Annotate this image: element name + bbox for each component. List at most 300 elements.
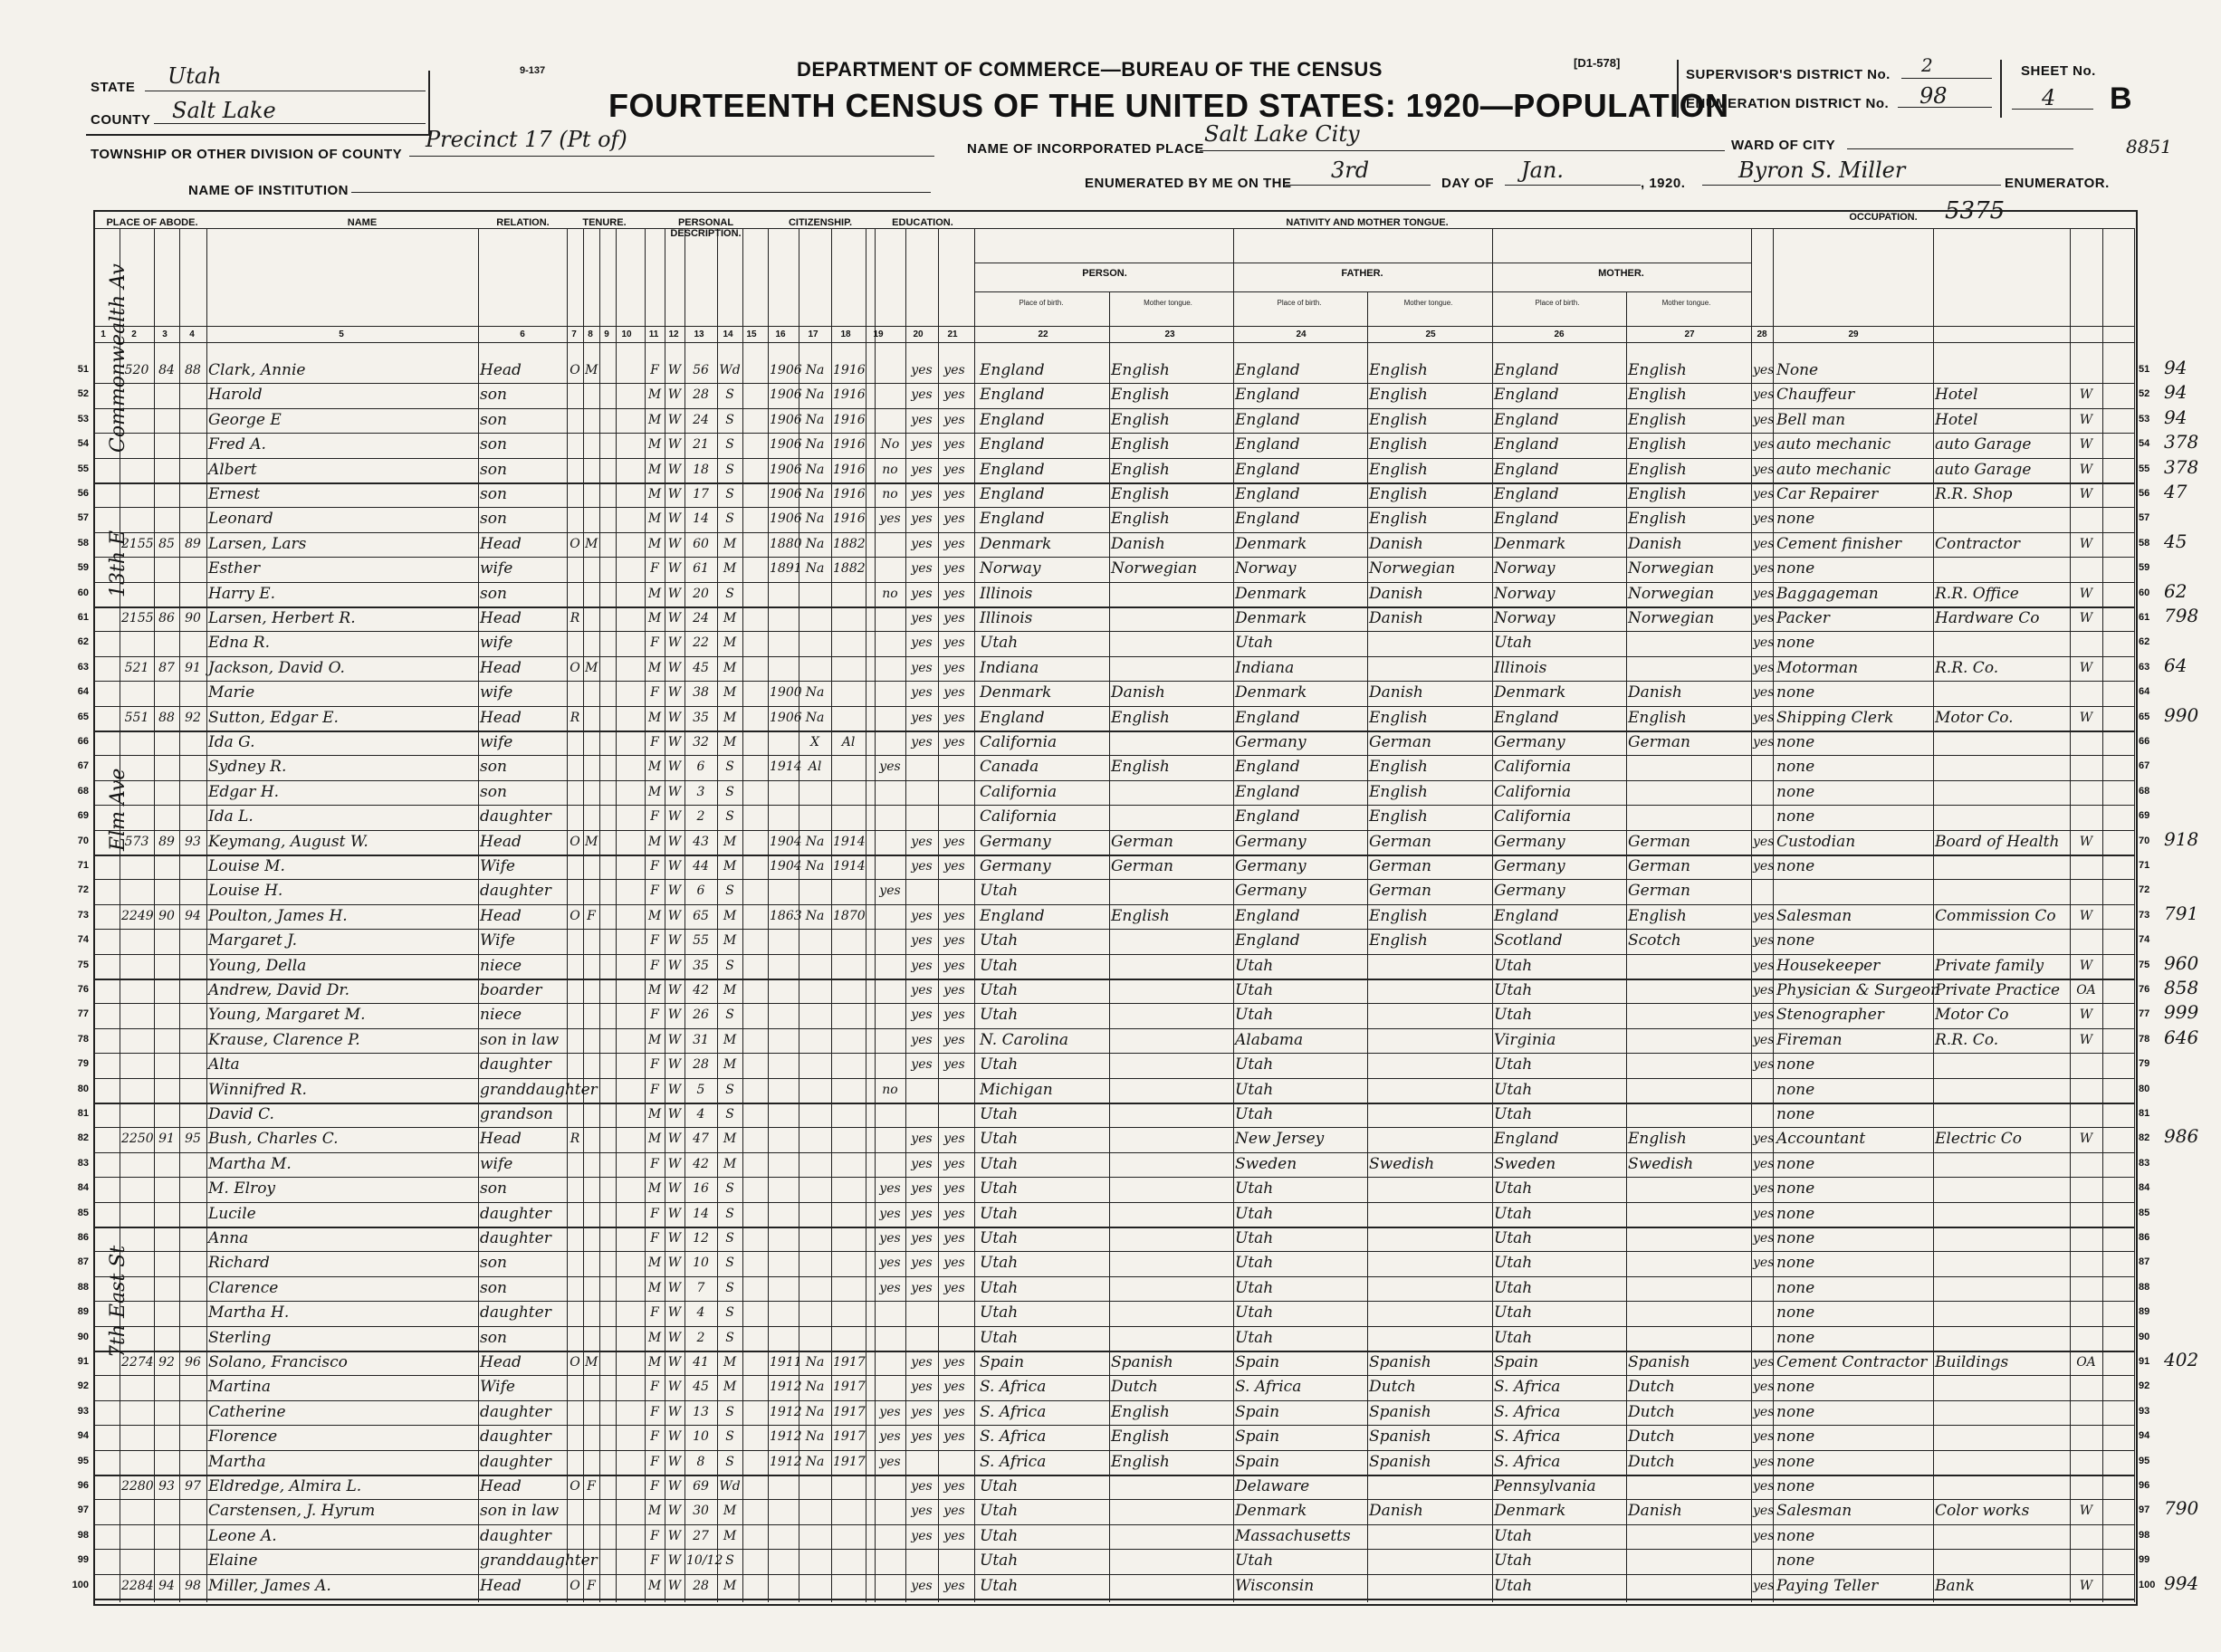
cell-yn: 1917 bbox=[833, 1429, 866, 1445]
cell-sex: M bbox=[647, 660, 662, 675]
cell-mmt: English bbox=[1628, 708, 1687, 727]
row-number: 69 bbox=[77, 810, 89, 822]
column-number: 23 bbox=[1164, 329, 1175, 339]
cell-pb: Denmark bbox=[980, 683, 1052, 702]
cell-sex: F bbox=[650, 1553, 659, 1569]
cell-sex: M bbox=[647, 1107, 662, 1122]
cell-rel: son bbox=[480, 386, 507, 405]
cell-ms: S bbox=[725, 809, 734, 825]
grid-vline bbox=[154, 228, 155, 1602]
cell-mpb: Denmark bbox=[1494, 534, 1566, 553]
cell-fpb: Utah bbox=[1235, 1055, 1274, 1074]
cell-yn: 1870 bbox=[833, 908, 866, 923]
cell-wr: yes bbox=[943, 635, 965, 651]
cell-imm: 1900 bbox=[770, 685, 802, 701]
row-number: 93 bbox=[77, 1405, 89, 1417]
row-line bbox=[93, 656, 2134, 657]
cell-rd: yes bbox=[911, 412, 933, 427]
cell-rel: Head bbox=[480, 1477, 522, 1495]
cell-yn: 1916 bbox=[833, 511, 866, 527]
cell-rd: yes bbox=[911, 958, 933, 973]
row-line bbox=[93, 532, 2134, 533]
cell-rd: yes bbox=[911, 1256, 933, 1271]
row-number: 88 bbox=[77, 1281, 89, 1293]
cell-rd: yes bbox=[911, 933, 933, 949]
cell-occ: none bbox=[1776, 683, 1815, 702]
cell-mpb: Utah bbox=[1494, 1179, 1533, 1198]
cell-dn: 90 bbox=[158, 908, 175, 923]
cell-pb: Utah bbox=[980, 1552, 1019, 1571]
cell-occ: Baggageman bbox=[1776, 584, 1879, 603]
row-number: 87 bbox=[77, 1256, 89, 1268]
state-county-box bbox=[86, 71, 430, 136]
cell-fmt: English bbox=[1369, 931, 1428, 950]
cell-occ: none bbox=[1776, 1526, 1815, 1545]
cell-name: Eldredge, Almira L. bbox=[208, 1477, 362, 1495]
cell-age: 12 bbox=[693, 1231, 709, 1246]
cell-mort: M bbox=[585, 536, 598, 551]
cell-rel: son bbox=[480, 758, 507, 777]
pob-father-sub: Place of birth. bbox=[1277, 299, 1322, 307]
place-of-abode-heading: PLACE OF ABODE. bbox=[106, 217, 198, 228]
cell-race: W bbox=[667, 685, 682, 701]
cell-rel: Head bbox=[480, 1576, 522, 1595]
grid-vline bbox=[905, 228, 906, 1602]
column-number: 5 bbox=[339, 329, 344, 339]
cell-occ: Car Repairer bbox=[1776, 485, 1879, 503]
cell-eng: yes bbox=[1753, 1156, 1775, 1171]
cell-mt: English bbox=[1111, 758, 1170, 777]
cell-eng: yes bbox=[1753, 660, 1775, 675]
cell-imm: 1911 bbox=[770, 1355, 802, 1370]
cell-ms: M bbox=[723, 1057, 737, 1073]
cell-sex: M bbox=[647, 437, 662, 453]
cell-sex: M bbox=[647, 1132, 662, 1147]
cell-eng: yes bbox=[1753, 1032, 1775, 1047]
occupation-code: 5375 bbox=[1945, 197, 2006, 224]
cell-imm: 1906 bbox=[770, 710, 802, 725]
cell-rd: yes bbox=[911, 462, 933, 477]
cell-nat: Na bbox=[805, 1355, 825, 1370]
row-number: 96 bbox=[77, 1480, 89, 1491]
cell-age: 5 bbox=[696, 1082, 705, 1097]
row-line bbox=[93, 1425, 2134, 1426]
cell-dw: 521 bbox=[124, 660, 149, 675]
cell-rel: son bbox=[480, 1254, 507, 1273]
cell-cls: W bbox=[2079, 1504, 2093, 1519]
place-label: NAME OF INCORPORATED PLACE bbox=[967, 141, 1204, 157]
cell-ms: M bbox=[723, 561, 737, 577]
cell-sex: F bbox=[650, 735, 659, 750]
cell-eng: yes bbox=[1753, 462, 1775, 477]
cell-pb: Utah bbox=[980, 1526, 1019, 1545]
cell-pb: S. Africa bbox=[980, 1428, 1047, 1447]
township-label: TOWNSHIP OR OTHER DIVISION OF COUNTY bbox=[91, 147, 403, 162]
cell-mt: Danish bbox=[1111, 534, 1165, 553]
margin-code: 45 bbox=[2164, 530, 2187, 552]
cell-pb: California bbox=[980, 733, 1058, 751]
cell-fpb: Utah bbox=[1235, 1278, 1274, 1297]
street-label: 7th East St bbox=[107, 1245, 129, 1358]
cell-eng: yes bbox=[1753, 1256, 1775, 1271]
row-number-right: 58 bbox=[2139, 537, 2150, 549]
cell-rel: wife bbox=[480, 1154, 513, 1173]
row-number-right: 87 bbox=[2139, 1256, 2150, 1268]
doc-code: [D1-578] bbox=[1574, 56, 1621, 70]
cell-occ: none bbox=[1776, 1378, 1815, 1397]
cell-name: M. Elroy bbox=[208, 1179, 276, 1198]
cell-name: Clarence bbox=[208, 1278, 279, 1297]
cell-occ: Stenographer bbox=[1776, 1006, 1884, 1025]
cell-ms: S bbox=[725, 1553, 734, 1569]
cell-rel: niece bbox=[480, 1006, 522, 1025]
cell-mpb: Utah bbox=[1494, 956, 1533, 975]
cell-eng: yes bbox=[1753, 1206, 1775, 1221]
cell-occ: none bbox=[1776, 733, 1815, 751]
margin-code: 94 bbox=[2164, 406, 2187, 428]
cell-mpb: Utah bbox=[1494, 1229, 1533, 1247]
cell-mpb: Utah bbox=[1494, 1055, 1533, 1074]
cell-imm: 1912 bbox=[770, 1429, 802, 1445]
cell-mmt: Norwegian bbox=[1628, 559, 1715, 578]
cell-fpb: Germany bbox=[1235, 882, 1307, 901]
row-number-right: 64 bbox=[2139, 686, 2150, 698]
row-line bbox=[93, 1251, 2134, 1252]
cell-sex: F bbox=[650, 958, 659, 973]
mt-mother-sub: Mother tongue. bbox=[1661, 299, 1711, 307]
cell-name: Ernest bbox=[208, 485, 261, 503]
cell-race: W bbox=[667, 1231, 682, 1246]
cell-dn: 91 bbox=[158, 1132, 175, 1147]
cell-rel: daughter bbox=[480, 1526, 551, 1545]
cell-age: 7 bbox=[696, 1280, 705, 1295]
cell-name: Carstensen, J. Hyrum bbox=[208, 1502, 376, 1521]
cell-race: W bbox=[667, 933, 682, 949]
cell-mmt: German bbox=[1628, 857, 1690, 875]
cell-ms: S bbox=[725, 1082, 734, 1097]
cell-ms: S bbox=[725, 883, 734, 899]
row-number: 54 bbox=[77, 438, 89, 450]
cell-name: Martina bbox=[208, 1378, 272, 1397]
cell-name: Clark, Annie bbox=[208, 361, 306, 379]
row-number-right: 89 bbox=[2139, 1306, 2150, 1318]
cell-sex: F bbox=[650, 883, 659, 899]
sheet-value: 4 bbox=[2042, 85, 2056, 110]
cell-fpb: S. Africa bbox=[1235, 1378, 1302, 1397]
cell-wr: yes bbox=[943, 1256, 965, 1271]
cell-race: W bbox=[667, 536, 682, 551]
cell-rd: yes bbox=[911, 1032, 933, 1047]
cell-fn: 90 bbox=[185, 611, 201, 625]
cell-yn: 1882 bbox=[833, 561, 866, 577]
cell-eng: yes bbox=[1753, 1132, 1775, 1147]
cell-age: 10 bbox=[693, 1429, 709, 1445]
cell-rel: son bbox=[480, 584, 507, 603]
row-number: 63 bbox=[77, 661, 89, 673]
cell-wr: yes bbox=[943, 1280, 965, 1295]
cell-nat: Na bbox=[805, 412, 825, 427]
cell-fpb: Utah bbox=[1235, 1179, 1274, 1198]
cell-occ: none bbox=[1776, 1105, 1815, 1123]
grid-vline bbox=[684, 228, 685, 1602]
cell-occ: none bbox=[1776, 758, 1815, 777]
cell-fmt: English bbox=[1369, 510, 1428, 529]
cell-wr: yes bbox=[943, 1007, 965, 1023]
cell-age: 3 bbox=[696, 784, 705, 799]
cell-rel: daughter bbox=[480, 1229, 551, 1247]
cell-eng: yes bbox=[1753, 1355, 1775, 1370]
supervisor-line bbox=[1901, 78, 1992, 79]
cell-fpb: Spain bbox=[1235, 1452, 1280, 1471]
cell-sch: yes bbox=[879, 1231, 901, 1246]
cell-rd: yes bbox=[911, 1181, 933, 1197]
cell-wr: yes bbox=[943, 1355, 965, 1370]
row-line bbox=[93, 458, 2134, 459]
cell-sch: no bbox=[882, 586, 898, 601]
row-line bbox=[93, 1450, 2134, 1451]
cell-name: Martha M. bbox=[208, 1154, 292, 1173]
cell-name: Sterling bbox=[208, 1328, 272, 1347]
margin-code: 990 bbox=[2164, 703, 2199, 726]
cell-rd: yes bbox=[911, 561, 933, 577]
cell-sch: yes bbox=[879, 511, 901, 527]
cell-age: 4 bbox=[696, 1305, 705, 1321]
cell-fmt: English bbox=[1369, 807, 1428, 826]
cell-wr: yes bbox=[943, 735, 965, 750]
cell-fpb: Denmark bbox=[1235, 534, 1307, 553]
cell-age: 35 bbox=[693, 710, 709, 725]
county-value: Salt Lake bbox=[172, 98, 276, 123]
cell-race: W bbox=[667, 958, 682, 973]
row-line bbox=[93, 1301, 2134, 1302]
grid-vline bbox=[768, 228, 769, 1602]
cell-fmt: Danish bbox=[1369, 1502, 1423, 1521]
cell-mpb: Utah bbox=[1494, 1204, 1533, 1223]
cell-dn: 94 bbox=[158, 1578, 175, 1593]
cell-name: Edgar H. bbox=[208, 782, 280, 801]
cell-fpb: England bbox=[1235, 931, 1300, 950]
row-line bbox=[93, 830, 2134, 831]
enum-day-line bbox=[1286, 185, 1431, 186]
cell-eng: yes bbox=[1753, 1429, 1775, 1445]
cell-eng: yes bbox=[1753, 735, 1775, 750]
row-number: 58 bbox=[77, 537, 89, 549]
cell-eng: yes bbox=[1753, 1181, 1775, 1197]
cell-eng: yes bbox=[1753, 635, 1775, 651]
cell-fn: 95 bbox=[185, 1132, 201, 1147]
cell-ind: R.R. Office bbox=[1935, 584, 2019, 603]
cell-yn: 1914 bbox=[833, 859, 866, 874]
cell-sex: M bbox=[647, 1181, 662, 1197]
cell-fn: 91 bbox=[185, 660, 201, 675]
cell-fpb: England bbox=[1235, 485, 1300, 503]
cell-ms: S bbox=[725, 784, 734, 799]
cell-wr: yes bbox=[943, 1504, 965, 1519]
cell-age: 43 bbox=[693, 834, 709, 849]
mt-person-sub: Mother tongue. bbox=[1144, 299, 1192, 307]
cell-ms: S bbox=[725, 1280, 734, 1295]
cell-rel: niece bbox=[480, 956, 522, 975]
cell-cls: W bbox=[2079, 462, 2093, 477]
row-number: 89 bbox=[77, 1306, 89, 1318]
cell-mmt: Danish bbox=[1628, 683, 1682, 702]
row-number: 60 bbox=[77, 587, 89, 598]
cell-rd: yes bbox=[911, 536, 933, 551]
ward-label: WARD OF CITY bbox=[1731, 138, 1836, 153]
cell-pb: England bbox=[980, 410, 1045, 429]
cell-imm: 1912 bbox=[770, 1380, 802, 1395]
cell-mpb: Spain bbox=[1494, 1353, 1539, 1371]
institution-label: NAME OF INSTITUTION bbox=[188, 183, 349, 198]
cell-mpb: Germany bbox=[1494, 832, 1565, 851]
cell-fn: 88 bbox=[185, 363, 201, 377]
cell-dw: 573 bbox=[124, 834, 149, 849]
cell-mpb: England bbox=[1494, 708, 1559, 727]
cell-ms: S bbox=[725, 1231, 734, 1246]
cell-ms: S bbox=[725, 437, 734, 453]
cell-race: W bbox=[667, 1355, 682, 1370]
cell-fmt: English bbox=[1369, 435, 1428, 454]
row-line bbox=[93, 1599, 2134, 1600]
cell-wr: yes bbox=[943, 933, 965, 949]
cell-wr: yes bbox=[943, 660, 965, 675]
cell-imm: 1904 bbox=[770, 859, 802, 874]
row-line bbox=[93, 1400, 2134, 1401]
cell-dw: 2250 bbox=[121, 1132, 154, 1147]
cell-imm: 1914 bbox=[770, 759, 802, 775]
cell-age: 31 bbox=[693, 1032, 709, 1047]
cell-mpb: Norway bbox=[1494, 559, 1556, 578]
cell-mpb: California bbox=[1494, 807, 1572, 826]
cell-rel: Head bbox=[480, 708, 522, 727]
cell-age: 22 bbox=[693, 635, 709, 651]
margin-code: 62 bbox=[2164, 579, 2187, 602]
cell-fpb: Alabama bbox=[1235, 1030, 1304, 1049]
cell-ind: Electric Co bbox=[1935, 1130, 2022, 1149]
grid-vline bbox=[742, 228, 743, 1602]
margin-code: 791 bbox=[2164, 902, 2199, 924]
cell-occ: Accountant bbox=[1776, 1130, 1866, 1149]
cell-ms: M bbox=[723, 710, 737, 725]
margin-code: 378 bbox=[2164, 455, 2199, 478]
cell-occ: none bbox=[1776, 1154, 1815, 1173]
cell-name: Harold bbox=[208, 386, 263, 405]
cell-dw: 2155 bbox=[121, 611, 154, 625]
cell-cls: W bbox=[2079, 487, 2093, 501]
row-line bbox=[93, 1078, 2134, 1079]
cell-rd: yes bbox=[911, 1057, 933, 1073]
row-number-right: 84 bbox=[2139, 1182, 2150, 1194]
cell-sch: yes bbox=[879, 1206, 901, 1221]
cell-pb: England bbox=[980, 510, 1045, 529]
cell-mpb: Scotland bbox=[1494, 931, 1563, 950]
column-number: 25 bbox=[1425, 329, 1436, 339]
cell-cls: W bbox=[2079, 536, 2093, 551]
row-number: 62 bbox=[77, 636, 89, 648]
row-line bbox=[93, 1499, 2134, 1500]
cell-occ: none bbox=[1776, 1402, 1815, 1421]
cell-fpb: Utah bbox=[1235, 1204, 1274, 1223]
supervisor-value: 2 bbox=[1921, 54, 1933, 76]
cell-cls: W bbox=[2079, 1132, 2093, 1147]
column-number: 27 bbox=[1684, 329, 1695, 339]
cell-fpb: England bbox=[1235, 510, 1300, 529]
cell-mpb: Germany bbox=[1494, 857, 1565, 875]
cell-mpb: Utah bbox=[1494, 1254, 1533, 1273]
cell-pb: Utah bbox=[980, 1576, 1019, 1595]
cell-sex: F bbox=[650, 1528, 659, 1543]
cell-occ: Bell man bbox=[1776, 410, 1846, 429]
row-line bbox=[93, 383, 2134, 384]
cell-rel: daughter bbox=[480, 807, 551, 826]
cell-own: O bbox=[570, 660, 580, 675]
cell-rd: yes bbox=[911, 1404, 933, 1419]
cell-fpb: Germany bbox=[1235, 832, 1307, 851]
cell-race: W bbox=[667, 1132, 682, 1147]
cell-sch: yes bbox=[879, 1256, 901, 1271]
cell-rel: son bbox=[480, 1179, 507, 1198]
cell-mmt: Dutch bbox=[1628, 1402, 1675, 1421]
row-line bbox=[93, 631, 2134, 632]
row-number-right: 86 bbox=[2139, 1232, 2150, 1243]
cell-sex: F bbox=[650, 809, 659, 825]
cell-mpb: England bbox=[1494, 460, 1559, 479]
cell-nat: Na bbox=[805, 1429, 825, 1445]
cell-mpb: Utah bbox=[1494, 634, 1533, 653]
cell-pb: Utah bbox=[980, 1303, 1019, 1323]
cell-race: W bbox=[667, 1504, 682, 1519]
cell-mmt: English bbox=[1628, 410, 1687, 429]
cell-imm: 1906 bbox=[770, 387, 802, 403]
year-label: , 1920. bbox=[1641, 176, 1686, 191]
row-number: 73 bbox=[77, 909, 89, 921]
cell-cls: W bbox=[2079, 958, 2093, 973]
cell-mmt: English bbox=[1628, 485, 1687, 503]
row-number: 67 bbox=[77, 760, 89, 772]
cell-eng: yes bbox=[1753, 1057, 1775, 1073]
cell-age: 28 bbox=[693, 1578, 709, 1593]
cell-yn: 1882 bbox=[833, 536, 866, 551]
row-number-right: 91 bbox=[2139, 1356, 2150, 1367]
cell-nat: Al bbox=[808, 759, 822, 775]
cell-mmt: English bbox=[1628, 460, 1687, 479]
cell-race: W bbox=[667, 363, 682, 377]
row-number: 53 bbox=[77, 413, 89, 425]
margin-code: 94 bbox=[2164, 357, 2187, 378]
grid-vline bbox=[2134, 228, 2135, 1602]
cell-ms: M bbox=[723, 660, 737, 675]
row-number: 59 bbox=[77, 562, 89, 574]
cell-ms: M bbox=[723, 983, 737, 998]
cell-wr: yes bbox=[943, 387, 965, 403]
cell-fpb: Utah bbox=[1235, 634, 1274, 653]
cell-mt: Danish bbox=[1111, 683, 1165, 702]
cell-pb: Utah bbox=[980, 1006, 1019, 1025]
cell-nat: X bbox=[810, 735, 819, 750]
cell-age: 42 bbox=[693, 983, 709, 998]
row-number: 92 bbox=[77, 1380, 89, 1392]
cell-fmt: Danish bbox=[1369, 534, 1423, 553]
cell-ind: Hotel bbox=[1935, 386, 1978, 405]
cell-fmt: English bbox=[1369, 485, 1428, 503]
cell-fpb: England bbox=[1235, 386, 1300, 405]
father-heading: FATHER. bbox=[1341, 268, 1383, 279]
cell-rel: son bbox=[480, 435, 507, 454]
cell-wr: yes bbox=[943, 536, 965, 551]
cell-pb: Indiana bbox=[980, 658, 1039, 677]
cell-name: Anna bbox=[208, 1229, 249, 1247]
row-line bbox=[93, 1152, 2134, 1153]
